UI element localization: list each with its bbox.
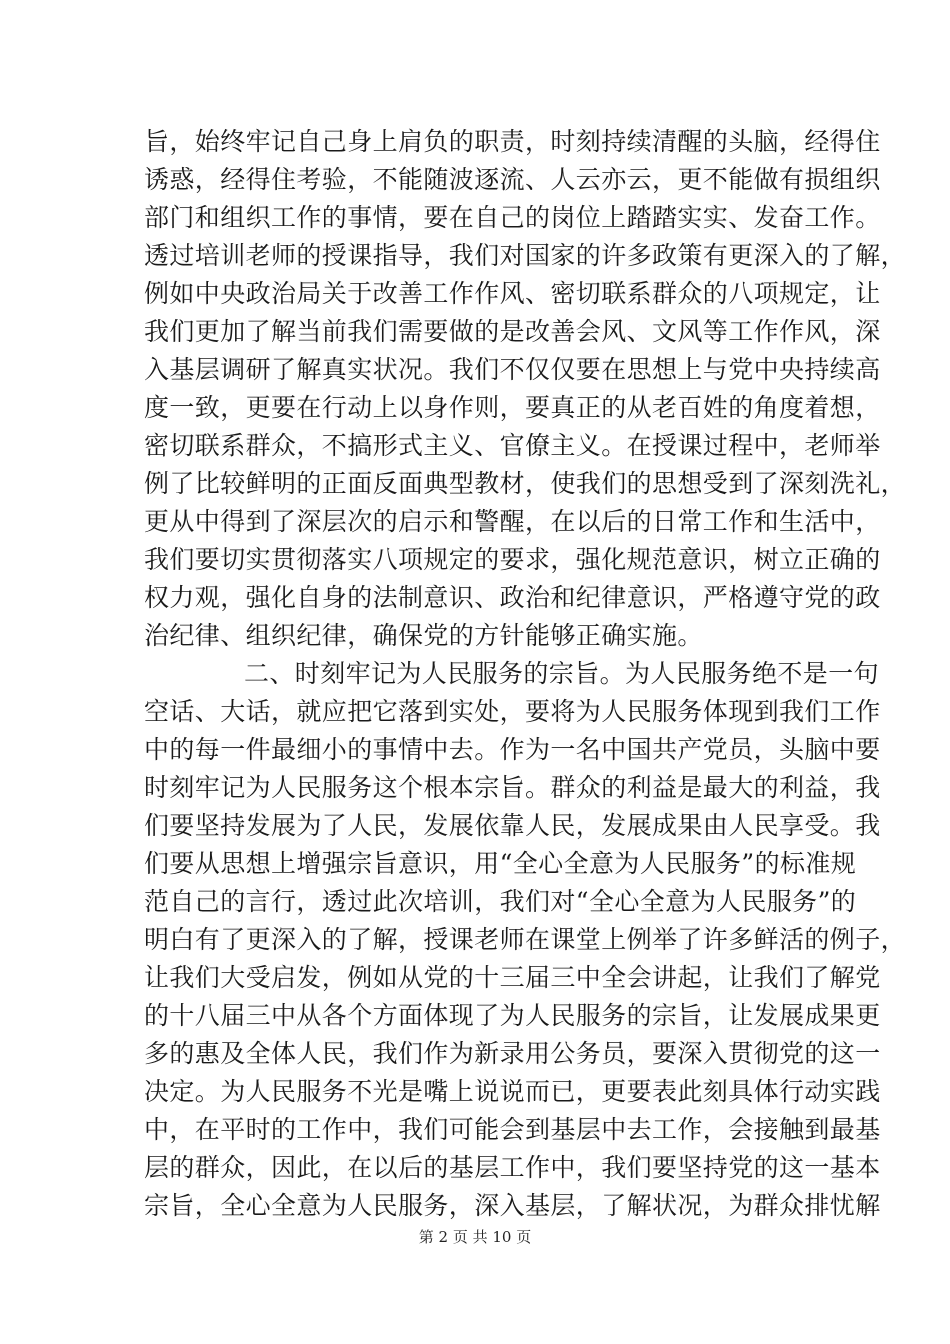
body-text-line: 例如中央政治局关于改善工作作风、密切联系群众的八项规定，让 xyxy=(144,279,881,308)
body-text-line: 多的惠及全体人民，我们作为新录用公务员，要深入贯彻党的这一 xyxy=(144,1039,881,1068)
body-text-line: 们要从思想上增强宗旨意识，用“全心全意为人民服务”的标准规 xyxy=(144,849,857,878)
body-text-line: 中，在平时的工作中，我们可能会到基层中去工作，会接触到最基 xyxy=(144,1115,881,1144)
body-text-line: 时刻牢记为人民服务这个根本宗旨。群众的利益是最大的利益，我 xyxy=(144,773,881,802)
body-text-line: 例了比较鲜明的正面反面典型教材，使我们的思想受到了深刻洗礼， xyxy=(144,469,907,498)
body-text-line: 我们更加了解当前我们需要做的是改善会风、文风等工作作风，深 xyxy=(144,317,881,346)
body-text-line: 范自己的言行，透过此次培训，我们对“全心全意为人民服务”的 xyxy=(144,887,857,916)
body-text-line: 决定。为人民服务不光是嘴上说说而已，更要表此刻具体行动实践 xyxy=(144,1077,881,1106)
section-heading-line: 二、时刻牢记为人民服务的宗旨。为人民服务绝不是一句 xyxy=(244,659,880,688)
body-text-line: 旨，始终牢记自己身上肩负的职责，时刻持续清醒的头脑，经得住 xyxy=(144,127,881,156)
body-text-line: 更从中得到了深层次的启示和警醒，在以后的日常工作和生活中， xyxy=(144,507,881,536)
body-text-line: 中的每一件最细小的事情中去。作为一名中国共产党员，头脑中要 xyxy=(144,735,881,764)
body-text-line: 宗旨，全心全意为人民服务，深入基层，了解状况，为群众排忧解 xyxy=(144,1191,881,1220)
body-text-line: 诱惑，经得住考验，不能随波逐流、人云亦云，更不能做有损组织 xyxy=(144,165,881,194)
body-text-line: 我们要切实贯彻落实八项规定的要求，强化规范意识，树立正确的 xyxy=(144,545,881,574)
body-text-line: 让我们大受启发，例如从党的十三届三中全会讲起，让我们了解党 xyxy=(144,963,881,992)
body-text-line: 透过培训老师的授课指导，我们对国家的许多政策有更深入的了解， xyxy=(144,241,907,270)
body-text-line: 度一致，更要在行动上以身作则，要真正的从老百姓的角度着想， xyxy=(144,393,881,422)
page-number-footer: 第 2 页 共 10 页 xyxy=(418,1228,532,1246)
body-text-line: 密切联系群众，不搞形式主义、官僚主义。在授课过程中，老师举 xyxy=(144,431,881,460)
body-text-line: 部门和组织工作的事情，要在自己的岗位上踏踏实实、发奋工作。 xyxy=(144,203,881,232)
body-text-line: 们要坚持发展为了人民，发展依靠人民，发展成果由人民享受。我 xyxy=(144,811,881,840)
body-text-line: 权力观，强化自身的法制意识、政治和纪律意识，严格遵守党的政 xyxy=(144,583,881,612)
body-text-line: 入基层调研了解真实状况。我们不仅仅要在思想上与党中央持续高 xyxy=(144,355,881,384)
body-text-line: 的十八届三中从各个方面体现了为人民服务的宗旨，让发展成果更 xyxy=(144,1001,881,1030)
body-text-line: 空话、大话，就应把它落到实处，要将为人民服务体现到我们工作 xyxy=(144,697,881,726)
body-text-line: 明白有了更深入的了解，授课老师在课堂上例举了许多鲜活的例子， xyxy=(144,925,907,954)
body-text-line: 治纪律、组织纪律，确保党的方针能够正确实施。 xyxy=(144,621,703,650)
body-text-line: 层的群众，因此，在以后的基层工作中，我们要坚持党的这一基本 xyxy=(144,1153,881,1182)
